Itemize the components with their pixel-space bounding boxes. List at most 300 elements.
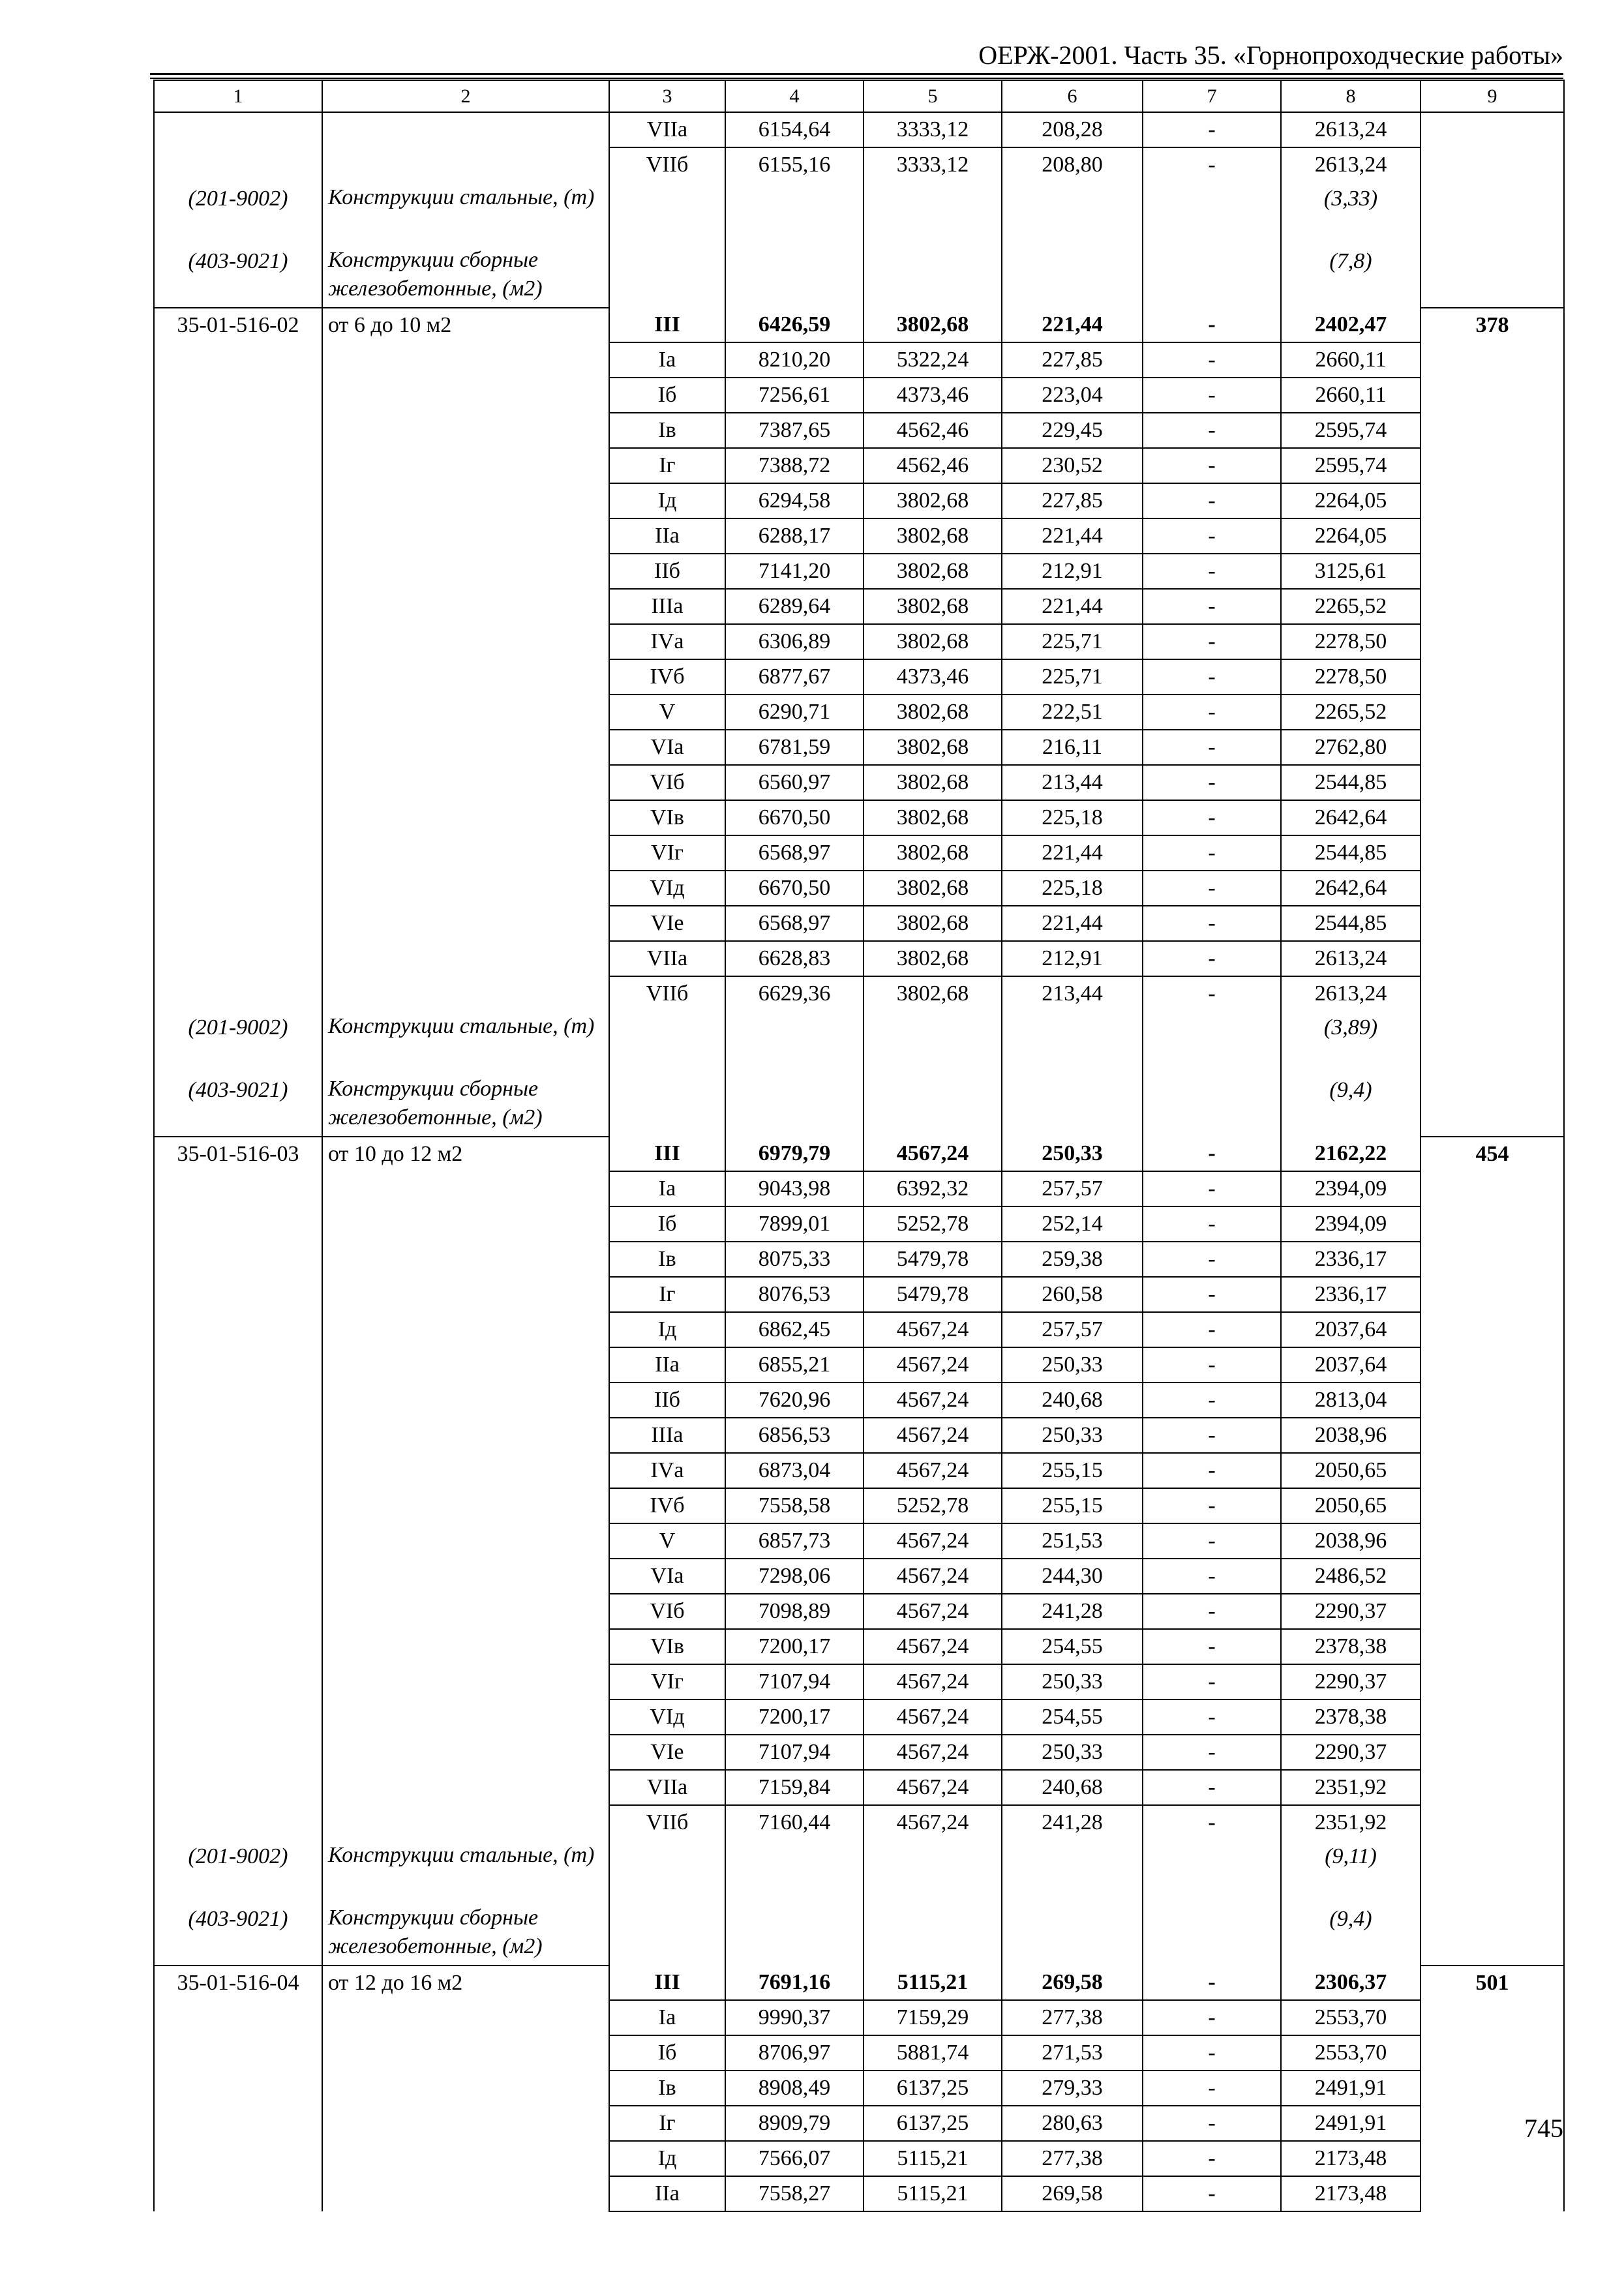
- total-cost: 6670,50: [725, 800, 864, 835]
- zone-code: IIб: [609, 1383, 725, 1418]
- wages: 4567,24: [864, 1383, 1002, 1418]
- rate-code: 35-01-516-02: [154, 308, 322, 1011]
- total-cost: 7298,06: [725, 1559, 864, 1594]
- wages: 3802,68: [864, 906, 1002, 941]
- wages: 4567,24: [864, 1735, 1002, 1770]
- wages: 4567,24: [864, 1523, 1002, 1559]
- materials-cost: 2642,64: [1281, 800, 1421, 835]
- resource-note-row: [154, 1073, 1564, 1137]
- wages: 4567,24: [864, 1805, 1002, 1840]
- total-cost: 7558,58: [725, 1488, 864, 1523]
- empty-cell: [725, 1011, 864, 1073]
- materials-cost: 2394,09: [1281, 1171, 1421, 1206]
- page-number: 745: [1524, 2114, 1563, 2143]
- zone-code: IIIа: [609, 589, 725, 624]
- column-number: 2: [322, 80, 609, 112]
- driver-wages: -: [1143, 1664, 1281, 1699]
- machines-cost: 250,33: [1002, 1664, 1143, 1699]
- zone-code: VIд: [609, 1699, 725, 1735]
- resource-quantity: (7,8): [1281, 245, 1421, 308]
- materials-cost: 2544,85: [1281, 906, 1421, 941]
- empty-cell: [1143, 1011, 1281, 1073]
- materials-cost: 2264,05: [1281, 518, 1421, 554]
- wages: 3802,68: [864, 976, 1002, 1011]
- driver-wages: -: [1143, 2071, 1281, 2106]
- wages: 4567,24: [864, 1137, 1002, 1171]
- driver-wages: -: [1143, 554, 1281, 589]
- zone-code: VIг: [609, 1664, 725, 1699]
- table-body: [154, 112, 1564, 2211]
- zone-code: IVб: [609, 1488, 725, 1523]
- zone-code: IIа: [609, 518, 725, 554]
- column-number: 1: [154, 80, 322, 112]
- machines-cost: 221,44: [1002, 589, 1143, 624]
- total-cost: 6289,64: [725, 589, 864, 624]
- total-cost: 6155,16: [725, 147, 864, 182]
- total-cost: 6568,97: [725, 835, 864, 871]
- wages: 3802,68: [864, 941, 1002, 976]
- total-cost: 8706,97: [725, 2035, 864, 2071]
- driver-wages: -: [1143, 906, 1281, 941]
- driver-wages: -: [1143, 695, 1281, 730]
- machines-cost: 240,68: [1002, 1383, 1143, 1418]
- materials-cost: 2351,92: [1281, 1805, 1421, 1840]
- total-cost: 7620,96: [725, 1383, 864, 1418]
- machines-cost: 251,53: [1002, 1523, 1143, 1559]
- wages: 5252,78: [864, 1488, 1002, 1523]
- resource-note-row: [154, 245, 1564, 308]
- materials-cost: 2037,64: [1281, 1347, 1421, 1383]
- driver-wages: -: [1143, 1277, 1281, 1312]
- zone-code: VIIб: [609, 147, 725, 182]
- driver-wages: -: [1143, 2176, 1281, 2211]
- materials-cost: 2491,91: [1281, 2106, 1421, 2141]
- wages: 5115,21: [864, 2176, 1002, 2211]
- wages: 4373,46: [864, 378, 1002, 413]
- empty-cell: [725, 1840, 864, 1902]
- materials-cost: 2613,24: [1281, 976, 1421, 1011]
- wages: 3333,12: [864, 112, 1002, 147]
- materials-cost: 2038,96: [1281, 1418, 1421, 1453]
- empty-cell: [1143, 182, 1281, 245]
- total-cost: 6781,59: [725, 730, 864, 765]
- zone-code: VIв: [609, 800, 725, 835]
- empty-cell: [725, 245, 864, 308]
- machines-cost: 277,38: [1002, 2000, 1143, 2035]
- wages: 3333,12: [864, 147, 1002, 182]
- wages: 4373,46: [864, 659, 1002, 695]
- zone-code: IVа: [609, 624, 725, 659]
- column-number: 4: [725, 80, 864, 112]
- wages: 5479,78: [864, 1242, 1002, 1277]
- zone-code: VIIб: [609, 976, 725, 1011]
- column-number: 8: [1281, 80, 1421, 112]
- materials-cost: 2595,74: [1281, 413, 1421, 448]
- materials-cost: 2491,91: [1281, 2071, 1421, 2106]
- total-cost: 6857,73: [725, 1523, 864, 1559]
- wages: 3802,68: [864, 589, 1002, 624]
- machines-cost: 208,80: [1002, 147, 1143, 182]
- zone-code: IIб: [609, 554, 725, 589]
- empty-cell: [864, 1902, 1002, 1966]
- empty-cell: [1143, 1902, 1281, 1966]
- materials-cost: 2351,92: [1281, 1770, 1421, 1805]
- machines-cost: 260,58: [1002, 1277, 1143, 1312]
- resource-quantity: (9,4): [1281, 1073, 1421, 1137]
- total-cost: 6856,53: [725, 1418, 864, 1453]
- empty-cell: [609, 1902, 725, 1966]
- driver-wages: -: [1143, 2035, 1281, 2071]
- driver-wages: -: [1143, 1805, 1281, 1840]
- materials-cost: 2306,37: [1281, 1966, 1421, 2000]
- zone-code: VIд: [609, 871, 725, 906]
- driver-wages: -: [1143, 1242, 1281, 1277]
- machines-cost: 221,44: [1002, 308, 1143, 342]
- empty-cell: [609, 1840, 725, 1902]
- driver-wages: -: [1143, 941, 1281, 976]
- machines-cost: 225,18: [1002, 800, 1143, 835]
- total-cost: 6294,58: [725, 483, 864, 518]
- empty-cell: [1143, 245, 1281, 308]
- machines-cost: 257,57: [1002, 1312, 1143, 1347]
- header-rule-secondary: [150, 78, 1563, 79]
- empty-cell: [1002, 1073, 1143, 1137]
- resource-note-row: [154, 1011, 1564, 1073]
- zone-code: V: [609, 695, 725, 730]
- driver-wages: -: [1143, 1966, 1281, 2000]
- wages: 3802,68: [864, 483, 1002, 518]
- rate-code: 35-01-516-03: [154, 1137, 322, 1840]
- total-cost: 7387,65: [725, 413, 864, 448]
- total-cost: 9043,98: [725, 1171, 864, 1206]
- driver-wages: -: [1143, 2106, 1281, 2141]
- machines-cost: 250,33: [1002, 1735, 1143, 1770]
- machines-cost: 241,28: [1002, 1805, 1143, 1840]
- driver-wages: -: [1143, 1770, 1281, 1805]
- zone-code: VIб: [609, 765, 725, 800]
- materials-cost: 2278,50: [1281, 659, 1421, 695]
- machines-cost: 223,04: [1002, 378, 1143, 413]
- driver-wages: -: [1143, 1523, 1281, 1559]
- total-cost: 7256,61: [725, 378, 864, 413]
- zone-code: Iа: [609, 1171, 725, 1206]
- total-cost: 6290,71: [725, 695, 864, 730]
- empty-cell: [1143, 1840, 1281, 1902]
- wages: 5252,78: [864, 1206, 1002, 1242]
- resource-code: (201-9002): [154, 182, 322, 245]
- total-cost: 7558,27: [725, 2176, 864, 2211]
- driver-wages: -: [1143, 342, 1281, 378]
- wages: 4567,24: [864, 1594, 1002, 1629]
- zone-code: Iв: [609, 2071, 725, 2106]
- machines-cost: 213,44: [1002, 765, 1143, 800]
- machines-cost: 252,14: [1002, 1206, 1143, 1242]
- machines-cost: 250,33: [1002, 1347, 1143, 1383]
- zone-code: Iг: [609, 448, 725, 483]
- machines-cost: 212,91: [1002, 941, 1143, 976]
- resource-quantity: (3,33): [1281, 182, 1421, 245]
- zone-code: Iд: [609, 1312, 725, 1347]
- zone-code: Iд: [609, 483, 725, 518]
- driver-wages: -: [1143, 2000, 1281, 2035]
- work-description: от 10 до 12 м2: [322, 1137, 609, 1840]
- wages: 3802,68: [864, 554, 1002, 589]
- wages: 5322,24: [864, 342, 1002, 378]
- zone-code: Iд: [609, 2141, 725, 2176]
- zone-code: Iб: [609, 2035, 725, 2071]
- driver-wages: -: [1143, 800, 1281, 835]
- work-description: [322, 112, 609, 182]
- machines-cost: 269,58: [1002, 1966, 1143, 2000]
- driver-wages: -: [1143, 1171, 1281, 1206]
- zone-code: VIIа: [609, 1770, 725, 1805]
- empty-cell: [725, 182, 864, 245]
- total-cost: 8210,20: [725, 342, 864, 378]
- table-row: [154, 112, 1564, 147]
- machines-cost: 216,11: [1002, 730, 1143, 765]
- labor-cost: 501: [1421, 1966, 1564, 2211]
- empty-cell: [864, 1073, 1002, 1137]
- driver-wages: -: [1143, 1735, 1281, 1770]
- total-cost: 6670,50: [725, 871, 864, 906]
- materials-cost: 2173,48: [1281, 2141, 1421, 2176]
- empty-cell: [609, 245, 725, 308]
- wages: 3802,68: [864, 730, 1002, 765]
- zone-code: Iа: [609, 2000, 725, 2035]
- machines-cost: 225,71: [1002, 624, 1143, 659]
- materials-cost: 2336,17: [1281, 1242, 1421, 1277]
- wages: 4562,46: [864, 413, 1002, 448]
- total-cost: 7566,07: [725, 2141, 864, 2176]
- materials-cost: 2544,85: [1281, 835, 1421, 871]
- total-cost: 7691,16: [725, 1966, 864, 2000]
- materials-cost: 2050,65: [1281, 1453, 1421, 1488]
- zone-code: VIе: [609, 1735, 725, 1770]
- empty-cell: [864, 245, 1002, 308]
- total-cost: 6568,97: [725, 906, 864, 941]
- work-description: от 6 до 10 м2: [322, 308, 609, 1011]
- materials-cost: 2660,11: [1281, 378, 1421, 413]
- materials-cost: 2162,22: [1281, 1137, 1421, 1171]
- wages: 6137,25: [864, 2106, 1002, 2141]
- materials-cost: 2378,38: [1281, 1629, 1421, 1664]
- wages: 7159,29: [864, 2000, 1002, 2035]
- machines-cost: 257,57: [1002, 1171, 1143, 1206]
- zone-code: IIIа: [609, 1418, 725, 1453]
- resource-quantity: (9,4): [1281, 1902, 1421, 1966]
- machines-cost: 271,53: [1002, 2035, 1143, 2071]
- resource-note-row: [154, 1902, 1564, 1966]
- wages: 4567,24: [864, 1770, 1002, 1805]
- empty-cell: [1002, 182, 1143, 245]
- total-cost: 9990,37: [725, 2000, 864, 2035]
- materials-cost: 2613,24: [1281, 941, 1421, 976]
- total-cost: 7107,94: [725, 1664, 864, 1699]
- driver-wages: -: [1143, 1137, 1281, 1171]
- total-cost: 6560,97: [725, 765, 864, 800]
- driver-wages: -: [1143, 1629, 1281, 1664]
- materials-cost: 2173,48: [1281, 2176, 1421, 2211]
- zone-code: VIIа: [609, 112, 725, 147]
- materials-cost: 2264,05: [1281, 483, 1421, 518]
- machines-cost: 240,68: [1002, 1770, 1143, 1805]
- materials-cost: 2544,85: [1281, 765, 1421, 800]
- work-description: от 12 до 16 м2: [322, 1966, 609, 2211]
- driver-wages: -: [1143, 1206, 1281, 1242]
- zone-code: VIе: [609, 906, 725, 941]
- zone-code: III: [609, 1137, 725, 1171]
- driver-wages: -: [1143, 976, 1281, 1011]
- machines-cost: 222,51: [1002, 695, 1143, 730]
- zone-code: III: [609, 308, 725, 342]
- resource-code: (201-9002): [154, 1840, 322, 1902]
- zone-code: IVб: [609, 659, 725, 695]
- total-cost: 6629,36: [725, 976, 864, 1011]
- empty-cell: [1002, 1011, 1143, 1073]
- zone-code: VIIб: [609, 1805, 725, 1840]
- wages: 5479,78: [864, 1277, 1002, 1312]
- driver-wages: -: [1143, 483, 1281, 518]
- materials-cost: 2290,37: [1281, 1664, 1421, 1699]
- machines-cost: 277,38: [1002, 2141, 1143, 2176]
- materials-cost: 2037,64: [1281, 1312, 1421, 1347]
- machines-cost: 250,33: [1002, 1137, 1143, 1171]
- resource-code: (201-9002): [154, 1011, 322, 1073]
- total-cost: 7160,44: [725, 1805, 864, 1840]
- empty-cell: [725, 1073, 864, 1137]
- machines-cost: 230,52: [1002, 448, 1143, 483]
- resource-name: Конструкции стальные, (т): [322, 182, 609, 245]
- wages: 3802,68: [864, 624, 1002, 659]
- column-number: 9: [1421, 80, 1564, 112]
- total-cost: 6628,83: [725, 941, 864, 976]
- total-cost: 7159,84: [725, 1770, 864, 1805]
- driver-wages: -: [1143, 1453, 1281, 1488]
- empty-cell: [864, 182, 1002, 245]
- driver-wages: -: [1143, 765, 1281, 800]
- zone-code: VIв: [609, 1629, 725, 1664]
- resource-code: (403-9021): [154, 245, 322, 308]
- wages: 4567,24: [864, 1312, 1002, 1347]
- column-number: 7: [1143, 80, 1281, 112]
- materials-cost: 2290,37: [1281, 1594, 1421, 1629]
- machines-cost: 221,44: [1002, 835, 1143, 871]
- wages: 5115,21: [864, 1966, 1002, 2000]
- machines-cost: 279,33: [1002, 2071, 1143, 2106]
- materials-cost: 2613,24: [1281, 147, 1421, 182]
- wages: 3802,68: [864, 871, 1002, 906]
- driver-wages: -: [1143, 659, 1281, 695]
- wages: 3802,68: [864, 800, 1002, 835]
- resource-quantity: (3,89): [1281, 1011, 1421, 1073]
- wages: 4567,24: [864, 1664, 1002, 1699]
- machines-cost: 227,85: [1002, 483, 1143, 518]
- driver-wages: -: [1143, 589, 1281, 624]
- materials-cost: 2553,70: [1281, 2035, 1421, 2071]
- resource-name: Конструкции сборные железобетонные, (м2): [322, 245, 609, 308]
- machines-cost: 255,15: [1002, 1488, 1143, 1523]
- column-number-row: [154, 80, 1564, 112]
- driver-wages: -: [1143, 112, 1281, 147]
- price-table: [153, 80, 1565, 2212]
- driver-wages: -: [1143, 1488, 1281, 1523]
- driver-wages: -: [1143, 1594, 1281, 1629]
- total-cost: 8908,49: [725, 2071, 864, 2106]
- total-cost: 6288,17: [725, 518, 864, 554]
- wages: 3802,68: [864, 835, 1002, 871]
- wages: 3802,68: [864, 518, 1002, 554]
- total-cost: 7899,01: [725, 1206, 864, 1242]
- driver-wages: -: [1143, 1347, 1281, 1383]
- total-cost: 8909,79: [725, 2106, 864, 2141]
- driver-wages: -: [1143, 2141, 1281, 2176]
- total-cost: 7141,20: [725, 554, 864, 589]
- page-header-title: ОЕРЖ-2001. Часть 35. «Горнопроходческие работы»: [978, 40, 1563, 70]
- driver-wages: -: [1143, 871, 1281, 906]
- rate-code: 35-01-516-04: [154, 1966, 322, 2211]
- materials-cost: 2595,74: [1281, 448, 1421, 483]
- zone-code: Iб: [609, 1206, 725, 1242]
- machines-cost: 250,33: [1002, 1418, 1143, 1453]
- labor-cost: 378: [1421, 308, 1564, 1137]
- machines-cost: 221,44: [1002, 906, 1143, 941]
- materials-cost: 2394,09: [1281, 1206, 1421, 1242]
- zone-code: Iа: [609, 342, 725, 378]
- resource-name: Конструкции стальные, (т): [322, 1011, 609, 1073]
- driver-wages: -: [1143, 1312, 1281, 1347]
- driver-wages: -: [1143, 308, 1281, 342]
- resource-quantity: (9,11): [1281, 1840, 1421, 1902]
- total-cost: 6979,79: [725, 1137, 864, 1171]
- zone-code: VIIа: [609, 941, 725, 976]
- machines-cost: 208,28: [1002, 112, 1143, 147]
- machines-cost: 259,38: [1002, 1242, 1143, 1277]
- driver-wages: -: [1143, 1383, 1281, 1418]
- driver-wages: -: [1143, 378, 1281, 413]
- zone-code: VIг: [609, 835, 725, 871]
- total-cost: 6877,67: [725, 659, 864, 695]
- driver-wages: -: [1143, 1418, 1281, 1453]
- zone-code: V: [609, 1523, 725, 1559]
- labor-cost: [1421, 112, 1564, 308]
- zone-code: VIб: [609, 1594, 725, 1629]
- machines-cost: 213,44: [1002, 976, 1143, 1011]
- zone-code: Iв: [609, 413, 725, 448]
- materials-cost: 2486,52: [1281, 1559, 1421, 1594]
- wages: 6392,32: [864, 1171, 1002, 1206]
- wages: 3802,68: [864, 695, 1002, 730]
- wages: 4567,24: [864, 1559, 1002, 1594]
- rate-code: [154, 112, 322, 182]
- machines-cost: 254,55: [1002, 1699, 1143, 1735]
- wages: 5881,74: [864, 2035, 1002, 2071]
- resource-note-row: [154, 182, 1564, 245]
- materials-cost: 2336,17: [1281, 1277, 1421, 1312]
- wages: 4567,24: [864, 1699, 1002, 1735]
- zone-code: Iг: [609, 1277, 725, 1312]
- driver-wages: -: [1143, 624, 1281, 659]
- column-number: 6: [1002, 80, 1143, 112]
- wages: 4567,24: [864, 1418, 1002, 1453]
- wages: 4567,24: [864, 1629, 1002, 1664]
- zone-code: III: [609, 1966, 725, 2000]
- machines-cost: 221,44: [1002, 518, 1143, 554]
- machines-cost: 269,58: [1002, 2176, 1143, 2211]
- machines-cost: 244,30: [1002, 1559, 1143, 1594]
- zone-code: IIа: [609, 1347, 725, 1383]
- empty-cell: [609, 1011, 725, 1073]
- total-cost: 6426,59: [725, 308, 864, 342]
